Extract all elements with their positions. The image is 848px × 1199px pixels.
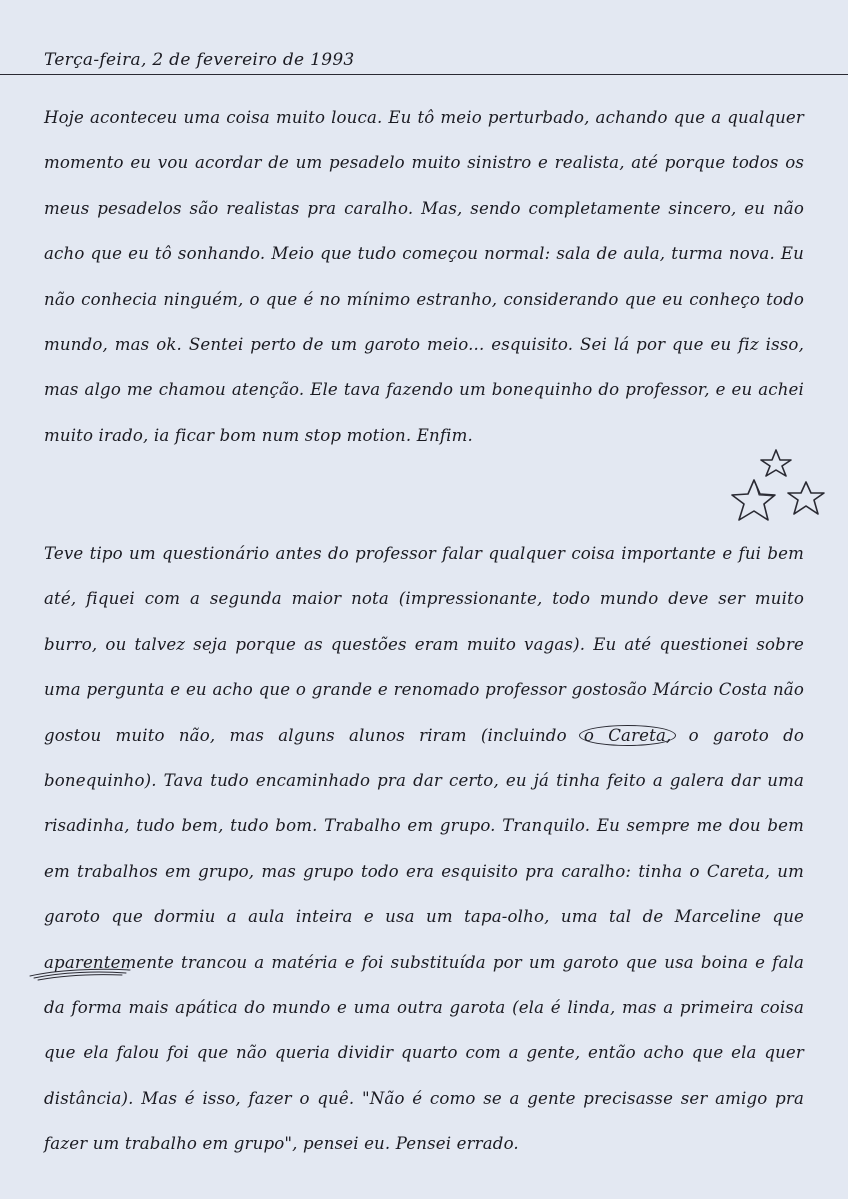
paragraph-2-start: Teve tipo um questionário antes do professor falar qualquer coisa importante e fui bem até, fiquei com a segunda maior nota (impressionante, todo mundo deve ser muito burro, ou talvez seja porque as questões eram muito vagas). Eu até questionei sobre uma pergunta e eu acho que o grande e renomado professor gostosão Márcio Costa não gostou muito não, mas alguns alunos riram (incluindo [44, 544, 804, 745]
paragraph-2-end: o garoto do bonequinho). Tava tudo encaminhado pra dar certo, eu já tinha feito a galera dar uma risadinha, tudo bem, tudo bom. Trabalho em grupo. Tranquilo. Eu sempre me dou bem em trabalhos em grupo, mas grupo todo era esquisito pra caralho: tinha o Careta, um garoto que dormiu a aula inteira e usa um tapa-olho, uma tal de Marceline que aparentemente trancou a matéria e foi substituída por um garoto que usa boina e fala da forma mais apática do mundo e uma outra garota (ela é linda, mas a primeira coisa que ela falou foi que não queria dividir quarto com a gente, então acho que ela quer distância). Mas é isso, fazer o quê. "Não é como se a gente precisasse ser amigo pra fazer um trabalho em grupo", pensei eu. Pensei errado. [44, 725, 804, 1154]
header-rule [0, 74, 848, 75]
circled-word: o Careta, [579, 725, 677, 746]
paragraph-1: Hoje aconteceu uma coisa muito louca. Eu tô meio perturbado, achando que a qualquer momento eu vou acordar de um pesadelo muito sinistro e realista, até porque todos os meus pesadelos são realistas pra caralho. Mas, sendo completamente sincero, eu não acho que eu tô sonhando. Meio que tudo começou normal: sala de aula, turma nova. Eu não conhecia ninguém, o que é no mínimo estranho, considerando que eu conheço todo mundo, mas ok. Sentei perto de um garoto meio... esquisito. Sei lá por que eu fiz isso, mas algo me chamou atenção. Ele tava fazendo um bonequinho do professor, e eu achei muito irado, ia ficar bom num stop motion. Enfim. [44, 108, 804, 445]
small-star-icon [761, 450, 791, 476]
medium-star-icon [788, 482, 824, 514]
diary-date: Terça-feira, 2 de fevereiro de 1993 [44, 50, 355, 70]
scribble-mark [26, 962, 136, 986]
stars-doodle [724, 444, 834, 534]
paragraph-2 [44, 531, 804, 1167]
large-star-icon [732, 480, 775, 520]
